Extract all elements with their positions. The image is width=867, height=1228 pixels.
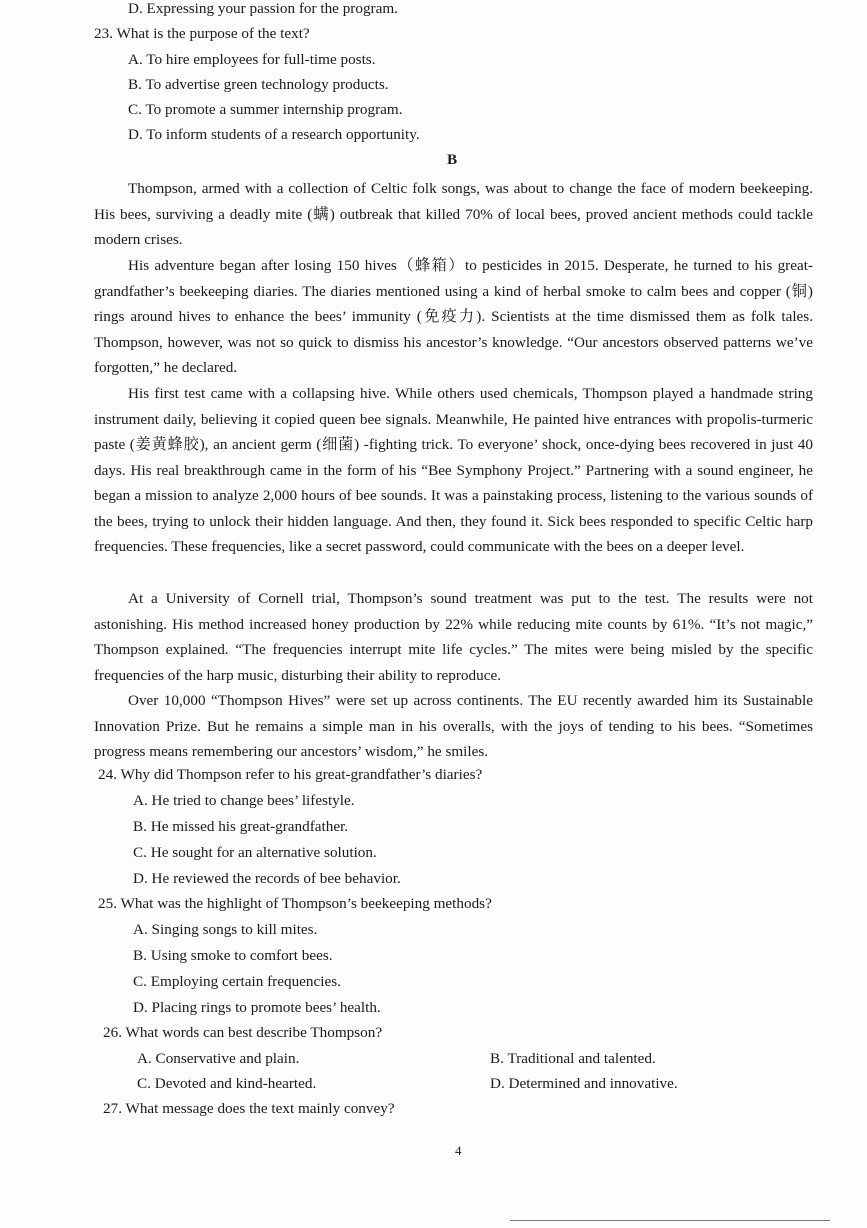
q23-option-c: C. To promote a summer internship program. <box>128 101 403 118</box>
scan-edge-line <box>510 1220 830 1221</box>
q24-option-d: D. He reviewed the records of bee behavior. <box>133 870 401 887</box>
passage-paragraph-5: Over 10,000 “Thompson Hives” were set up across continents. The EU recently awarded him its Sustainable Innovation Prize. But he remains a simple man in his overalls, with the joys of tending to his bees. “Sometimes progress means remembering our ancestors’ wisdom,” he smiles. <box>94 692 813 760</box>
passage-paragraph-3: His first test came with a collapsing hive. While others used chemicals, Thompson played a handmade string instrument daily, believing it copied queen bee signals. Meanwhile, He painted hive entrances with propolis-turmeric paste (姜黄蜂胶), an ancient germ (细菌) -fighting trick. To everyone’ shock, once-dying bees recovered in just 40 days. His real breakthrough came in the form of his “Bee Symphony Project.” Partnering with a sound engineer, he began a mission to analyze 2,000 hours of bee sounds. It was a painstaking process, listening to the various sounds of the bees, trying to unlock their hidden language. And then, they found it. Sick bees responded to specific Celtic harp frequencies. These frequencies, like a secret password, could communicate with the bees on a deeper level. <box>94 385 813 555</box>
q26-option-d: D. Determined and innovative. <box>490 1075 678 1092</box>
q24-option-a: A. He tried to change bees’ lifestyle. <box>133 792 355 809</box>
q26-option-b: B. Traditional and talented. <box>490 1050 656 1067</box>
passage-paragraph-1: Thompson, armed with a collection of Celtic folk songs, was about to change the face of modern beekeeping. His bees, surviving a deadly mite (螨) outbreak that killed 70% of local bees, proved ancient methods could tackle modern crises. <box>94 180 813 248</box>
q27-stem: 27. What message does the text mainly convey? <box>103 1100 395 1117</box>
q25-stem: 25. What was the highlight of Thompson’s beekeeping methods? <box>98 895 492 912</box>
passage-paragraph-4: At a University of Cornell trial, Thompson’s sound treatment was put to the test. The results were not astonishing. His method increased honey production by 22% while reducing mite counts by 61%. “It’s not magic,” Thompson explained. “The frequencies interrupt mite life cycles.” The mites were being misled by the specific frequencies of the harp music, disturbing their ability to reproduce. <box>94 590 813 684</box>
q24-option-c: C. He sought for an alternative solution. <box>133 844 377 861</box>
q24-option-b: B. He missed his great-grandfather. <box>133 818 349 835</box>
q26-stem: 26. What words can best describe Thompson? <box>103 1024 383 1041</box>
q23-stem: 23. What is the purpose of the text? <box>94 25 310 42</box>
q22-option-d: D. Expressing your passion for the program. <box>128 0 398 17</box>
q25-option-d: D. Placing rings to promote bees’ health. <box>133 999 381 1016</box>
q25-option-c: C. Employing certain frequencies. <box>133 973 341 990</box>
q23-option-a: A. To hire employees for full-time posts. <box>128 51 376 68</box>
page-number: 4 <box>455 1143 462 1158</box>
q26-option-c: C. Devoted and kind-hearted. <box>137 1075 317 1092</box>
q25-option-a: A. Singing songs to kill mites. <box>133 921 318 938</box>
section-heading: B <box>447 151 458 168</box>
q25-option-b: B. Using smoke to comfort bees. <box>133 947 333 964</box>
passage-paragraph-2: His adventure began after losing 150 hives（蜂箱）to pesticides in 2015. Desperate, he turned to his great-grandfather’s beekeeping diaries. The diaries mentioned using a kind of herbal smoke to calm bees and copper (铜) rings around hives to enhance the bees’ immunity (免疫力). Scientists at the time dismissed them as folk tales. Thompson, however, was not so quick to dismiss his ancestor’s knowledge. “Our ancestors observed patterns we’ve forgotten,” he declared. <box>94 257 813 376</box>
q23-option-b: B. To advertise green technology products. <box>128 76 389 93</box>
q26-option-a: A. Conservative and plain. <box>137 1050 300 1067</box>
q23-option-d: D. To inform students of a research opportunity. <box>128 126 420 143</box>
q24-stem: 24. Why did Thompson refer to his great-grandfather’s diaries? <box>98 766 483 783</box>
